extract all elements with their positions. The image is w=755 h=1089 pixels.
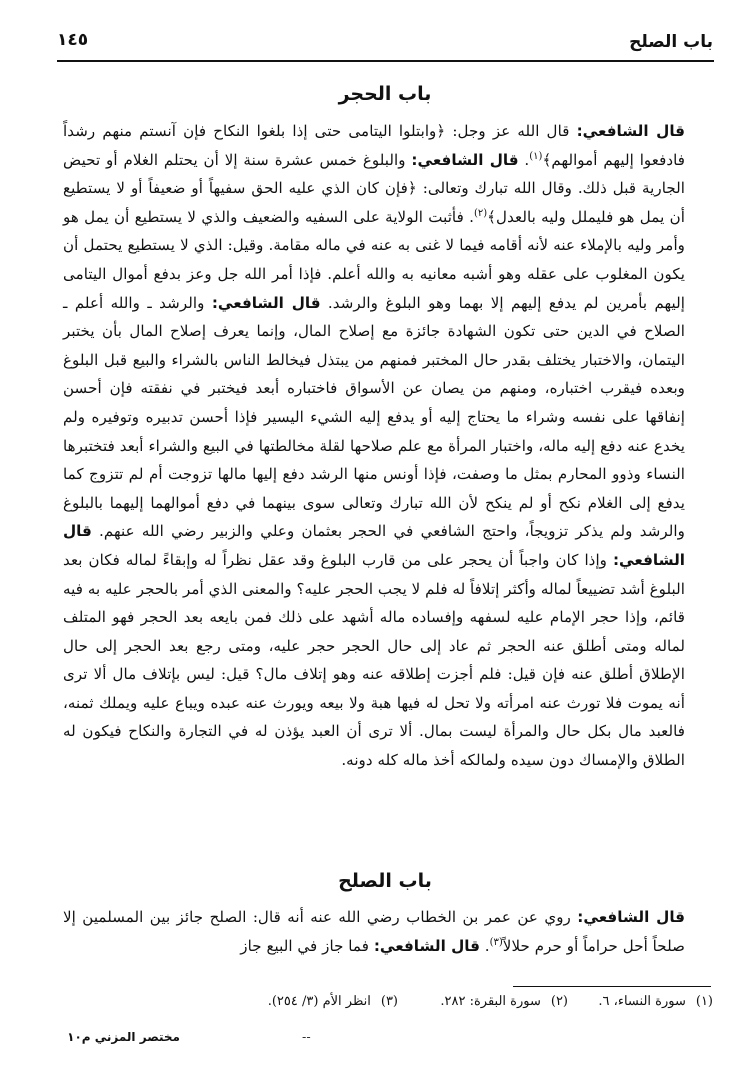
footnote-reference: (٢)	[473, 207, 488, 219]
footnote-1	[568, 994, 713, 1009]
footnote-text: سورة النساء، ٦.	[598, 994, 686, 1009]
body-text-run: وإذا كان واجباً أن يحجر على من قارب البلوغ وقد عقل نظراً له وإبقاءً لماله فكان بعد البلوغ أشد تضييعاً لماله وأكثر إتلافاً له فلم لا يجب الحجر عليه؟ والمعنى الذي أمر بالحجر عليه به فيه قائم، وإذا حجر الإمام عليه لسفهه وإفساده ماله أشهد على ذلك فمن بايعه بعد الحجر فهو المتلف لماله ومتى أطلق عنه الحجر ثم عاد إلى حال الحجر حجر عليه، ومتى رجع بعد الحجر إلى حال الإطلاق أطلق عنه فإن قيل: فلم أجزت إطلاقه عنه وهو إتلاف مال؟ قيل: ليس بإتلاف مال ألا ترى أنه يموت فلا تورث عنه امرأته ولا تحل له فيها هبة ولا بيعه ويورث عنه عبده ويباع عليه ويملك ثمنه، فالعبد مال بكل حال والمرأة ليست بمال. ألا ترى أن العبد يؤذن له في التجارة والنكاح فيكون له الطلاق والإمساك دون سيده ولمالكه أخذ ماله كله دونه.	[63, 550, 685, 770]
footnote-text: انظر الأم (٣/ ٢٥٤).	[267, 994, 371, 1009]
footnote-divider	[513, 986, 711, 987]
footnote-text: سورة البقرة: ٢٨٢.	[440, 994, 541, 1009]
header-divider	[57, 60, 714, 62]
footnote-3	[268, 994, 398, 1009]
speaker-label: قال الشافعي:	[211, 293, 321, 312]
signature-mark: مختصر المزني م١٠	[67, 1030, 180, 1044]
section-body-hajr	[63, 117, 713, 775]
quran-quote: ﴿فإن كان الذي عليه الحق سفيهاً أو ضعيفاً أو لا يستطيع أن يمل هو فليملل وليه بالعدل﴾	[63, 179, 685, 226]
body-text-run: .	[479, 936, 490, 955]
footnotes	[63, 994, 713, 1009]
running-header	[57, 28, 713, 62]
section-title-sulh: باب الصلح	[338, 870, 432, 892]
speaker-label: قال الشافعي:	[576, 122, 685, 140]
speaker-label: قال الشافعي:	[63, 522, 685, 569]
section-body-sulh	[63, 903, 713, 960]
footnote-reference: (١)	[529, 150, 543, 162]
footnote-2	[398, 994, 568, 1009]
speaker-label: قال الشافعي:	[577, 908, 685, 926]
footnote-number: (١)	[695, 994, 713, 1009]
body-text-run: فما جاز في البيع جاز	[240, 936, 374, 955]
footnote-number: (٢)	[550, 994, 568, 1009]
quran-quote: ﴿وابتلوا اليتامى حتى إذا بلغوا النكاح فإن آنستم منهم رشداً فادفعوا إليهم أموالهم﴾	[63, 122, 686, 169]
body-text-run: والرشد ـ والله أعلم ـ الصلاح في الدين حتى تكون الشهادة جائزة مع إصلاح المال، وإنما يعرف إصلاح المال بأن يختبر اليتمان، والاختبار يختلف بقدر حال المختبر فمنهم من يبتذل فيخالط الناس بالشراء والبيع قبل البلوغ وبعده فيقرب اختباره، ومنهم من يصان عن الأسواق فاختباره أبعد فيختبر في نفقته فإن أحسن إنفاقها على نفسه وشراء ما يحتاج إليه أو يدفع إليه الشيء اليسير فإذا أحسن تدبيره وتوفيره ولم يخدع عنه دفع إليه ماله، واختبار المرأة مع علم صلاحها لقلة مخالطتها في البيع والشراء أبعد فتختبرها النساء وذوو المحارم بمثل ما وصفت، فإذا أونس منها الرشد دفع إليها مالها تزوجت أم لم تتزوج كما يدفع إلى الغلام نكح أو لم ينكح لأن الله تبارك وتعالى سوى بينهما في دفع أموالهما إليهما بالبلوغ والرشد ولم يذكر تزويجاً، واحتج الشافعي في الحجر بعثمان وعلي والزبير رضي الله عنهم.	[63, 293, 685, 541]
footnote-number: (٣)	[380, 994, 398, 1009]
section-title-hajr: باب الحجر	[338, 83, 432, 105]
running-title: باب الصلح	[629, 32, 713, 52]
paragraph	[63, 903, 713, 960]
speaker-label: قال الشافعي:	[373, 936, 480, 955]
center-mark: --	[302, 1030, 311, 1044]
body-text-run: قال الله عز وجل:	[445, 122, 577, 140]
page-number: ١٤٥	[57, 30, 89, 50]
paragraph	[63, 117, 713, 775]
body-text-run: . فأثبت الولاية على السفيه والضعيف والذي لا يستطيع أن يمل هو وأمر وليه بالإملاء عنه لأنه أقامه فيما لا غنى به عنه في ماله مقامة. وقيل: الذي لا يستطيع يحتمل أن يكون المغلوب على عقله وهو أشبه معانيه به والله أعلم. فإذا أمر الله جل وعز بدفع أموال اليتامى إليهم بأمرين لم يدفع إليهم إلا بهما وهو البلوغ والرشد.	[63, 207, 685, 312]
body-text-run: .	[518, 150, 530, 169]
body-text-run: روي عن عمر بن الخطاب رضي الله عنه أنه قال: الصلح جائز بين المسلمين إلا صلحاً أحل حراماً أو حرم حلالاً	[63, 908, 685, 955]
footnote-reference: (٣)	[489, 936, 503, 948]
body-text-run: والبلوغ خمس عشرة سنة إلا أن يحتلم الغلام أو تحيض الجارية قبل ذلك. وقال الله تبارك وتعالى:	[63, 150, 685, 198]
speaker-label: قال الشافعي:	[411, 150, 519, 169]
